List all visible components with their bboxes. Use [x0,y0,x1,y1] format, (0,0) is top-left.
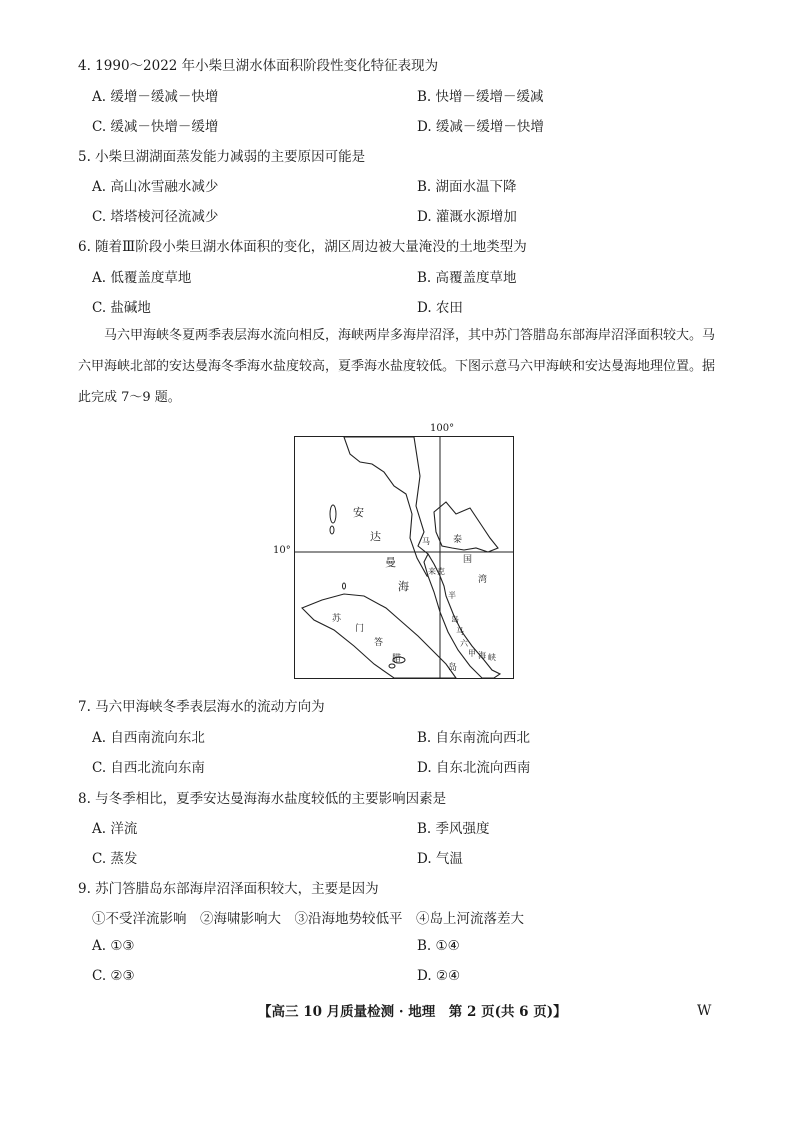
strait-label-4: 海 [478,651,486,660]
andaman-sea-label-1: 安 [353,506,364,519]
q8-option-c: C. 蒸发 [92,851,138,867]
q4-option-b: B. 快增－缓增－缓减 [417,89,544,105]
latitude-label: 10° [273,545,291,556]
reading-passage: 马六甲海峡冬夏两季表层海水流向相反，海峡两岸多海岸沼泽，其中苏门答腊岛东部海岸沼泽面积较大。马六甲海峡北部的安达曼海冬季海水盐度较高，夏季海水盐度较低。下图示意马六甲海峡和安达曼海地理位置。据此完成 7～9 题。 [78,328,716,405]
andaman-island-south [330,526,334,534]
question-6-stem: 6. 随着Ⅲ阶段小柴旦湖水体面积的变化，湖区周边被大量淹没的土地类型为 [78,239,527,255]
strait-label-5: 峡 [488,653,496,662]
page-footer: 【高三 10 月质量检测 · 地理 第 2 页(共 6 页)】 [258,1004,567,1020]
malay-label-3: 半 [448,591,456,600]
andaman-sea-label-4: 海 [398,580,409,593]
andaman-sea-label-2: 达 [370,530,381,543]
nicobar-island [343,583,346,589]
strait-label-1: 马 [456,627,464,636]
q8-option-b: B. 季风强度 [417,821,490,837]
q8-option-d: D. 气温 [417,851,463,867]
q4-option-c: C. 缓减－快增－缓增 [92,119,219,135]
strait-label-2: 六 [460,639,468,648]
q6-option-c: C. 盐碱地 [92,300,151,316]
gulf-label-2: 国 [463,555,473,565]
q5-option-a: A. 高山冰雪融水减少 [92,179,219,195]
q5-option-c: C. 塔塔棱河径流减少 [92,209,219,225]
q7-option-c: C. 自西北流向东南 [92,760,205,776]
sumatra-label-4: 腊 [392,654,402,664]
question-5-stem: 5. 小柴旦湖湖面蒸发能力减弱的主要原因可能是 [78,149,366,165]
question-9-stem: 9. 苏门答腊岛东部海岸沼泽面积较大，主要是因为 [78,881,379,897]
q6-option-a: A. 低覆盖度草地 [92,270,192,286]
small-island [389,664,395,668]
question-7-stem: 7. 马六甲海峡冬季表层海水的流动方向为 [78,699,325,715]
q9-option-a: A. ①③ [92,938,135,954]
q9-option-d: D. ②④ [417,968,461,984]
longitude-label: 100° [430,423,455,434]
gulf-label-1: 泰 [453,535,463,545]
q9-option-c: C. ②③ [92,968,135,984]
q5-option-d: D. 灌溉水源增加 [417,209,517,225]
question-4-stem: 4. 1990～2022 年小柴旦湖水体面积阶段性变化特征表现为 [78,58,439,74]
andaman-island [330,505,336,523]
q9-option-b: B. ①④ [417,938,460,954]
q4-option-a: A. 缓增－缓减－快增 [92,89,219,105]
strait-map [294,436,520,680]
q6-option-d: D. 农田 [417,300,463,316]
q9-statements: ①不受洋流影响 ②海啸影响大 ③沿海地势较低平 ④岛上河流落差大 [92,911,524,927]
q4-option-d: D. 缓减－缓增－快增 [417,119,544,135]
malay-label-4: 岛 [451,615,459,624]
isthmus-label: 克 [437,567,445,576]
q7-option-a: A. 自西南流向东北 [92,730,205,746]
sumatra-label-1: 苏 [332,614,342,624]
q8-option-a: A. 洋流 [92,821,138,837]
q5-option-b: B. 湖面水温下降 [417,179,517,195]
sumatra-label-5: 岛 [448,663,458,673]
gulf-label-3: 湾 [478,575,488,585]
sumatra-label-3: 答 [374,638,384,648]
q7-option-b: B. 自东南流向西北 [417,730,531,746]
malay-label-1: 马 [422,537,430,546]
q7-option-d: D. 自东北流向西南 [417,760,531,776]
sumatra-label-2: 门 [355,624,365,634]
malay-label-2: 来 [428,567,436,576]
strait-label-3: 甲 [468,649,476,658]
watermark-letter: W [697,1003,712,1019]
question-8-stem: 8. 与冬季相比，夏季安达曼海海水盐度较低的主要影响因素是 [78,791,447,807]
andaman-sea-label-3: 曼 [385,556,396,569]
q6-option-b: B. 高覆盖度草地 [417,270,517,286]
